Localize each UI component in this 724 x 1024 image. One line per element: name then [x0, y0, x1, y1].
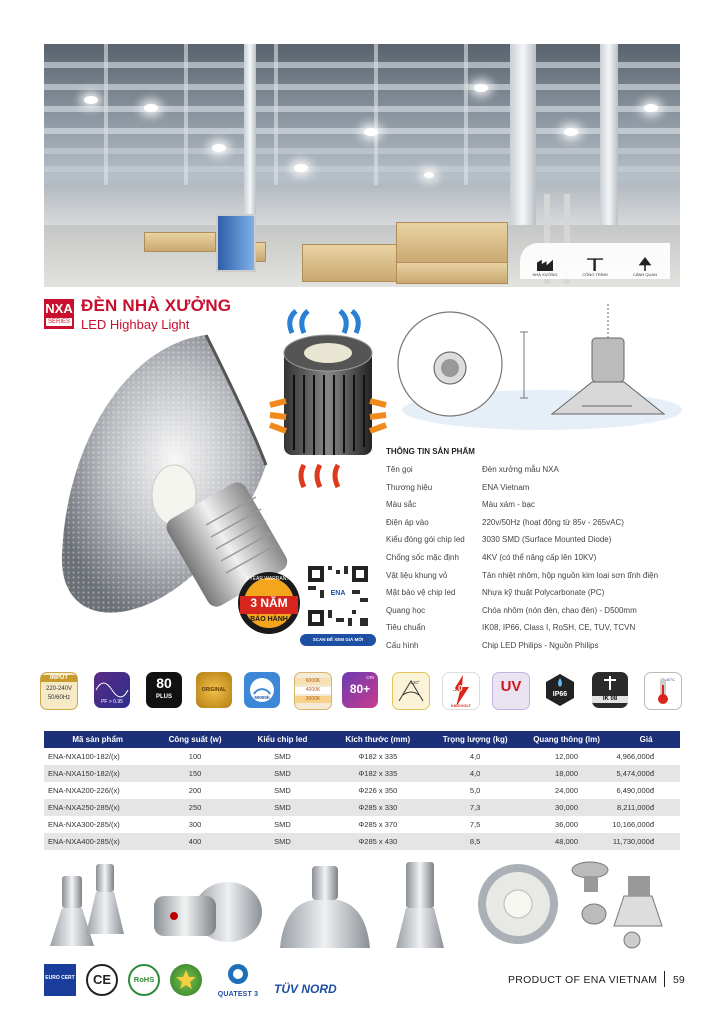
table-cell: 7,3 — [429, 799, 520, 816]
ce-logo: CE — [86, 964, 118, 996]
badge-factory: NHÀ XƯỞNG — [525, 257, 565, 277]
table-cell: 5,474,000đ — [612, 765, 680, 782]
temperature-icon: -40°C — [644, 672, 682, 710]
table-cell: SMD — [239, 799, 326, 816]
tree-icon — [637, 257, 653, 271]
table-cell: 48,000 — [521, 833, 612, 850]
crane-icon — [587, 257, 603, 271]
table-cell: 400 — [151, 833, 238, 850]
table-cell: 24,000 — [555, 786, 578, 795]
uv-icon: UV — [492, 672, 530, 710]
table-cell: SMD — [239, 765, 326, 782]
spec-value: ENA Vietnam — [482, 482, 530, 492]
table-row — [44, 816, 680, 833]
table-cell: 4,0 — [469, 752, 481, 761]
table-header-cell: Công suất (w) — [151, 731, 238, 748]
spec-label: Kiểu đóng gói chip led — [386, 535, 465, 545]
certifications — [44, 962, 354, 998]
warranty-seal: 3 YEAR WARRANTY 3 NĂM BẢO HÀNH — [236, 570, 302, 636]
table-header-cell: Quang thông (lm) — [521, 731, 612, 748]
table-row — [44, 765, 680, 782]
table-cell: 18,000 — [521, 765, 612, 782]
lifetime-icon: 50000h — [244, 672, 280, 708]
table-cell: 4,966,000đ — [616, 752, 654, 761]
table-header-cell: Trọng lượng (kg) — [429, 731, 520, 748]
star-icon — [170, 964, 202, 996]
table-cell: SMD — [274, 752, 291, 761]
ik08-icon: IK 08 — [592, 672, 628, 708]
table-cell: ENA-NXA400-285/(x) — [44, 833, 151, 850]
page-title: ĐÈN NHÀ XƯỞNG — [81, 296, 232, 315]
table-cell: Φ182 x 335 — [326, 765, 429, 782]
spec-value: Đèn xưởng mẫu NXA — [482, 465, 559, 474]
badge-construction: CÔNG TRÌNH — [575, 257, 615, 277]
input-voltage-icon: INPUT 220-240V 50/60Hz — [40, 672, 78, 710]
table-cell: 100 — [188, 752, 202, 761]
application-badges — [520, 243, 670, 279]
table-header-cell: Kiểu chip led — [239, 731, 326, 748]
spec-label: Thương hiệu — [386, 482, 433, 492]
spec-label: Cấu hình — [386, 641, 419, 650]
original-icon: ORIGINAL — [196, 672, 232, 708]
table-cell: 10,166,000đ — [612, 820, 654, 829]
table-cell: 200 — [188, 786, 202, 795]
footer-text: PRODUCT OF ENA VIETNAM — [508, 974, 658, 986]
table-cell: Φ285 x 430 — [326, 833, 429, 850]
table-cell: ENA-NXA300-285/(x) — [48, 820, 120, 829]
table-cell: 30,000 — [521, 799, 612, 816]
table-header-cell: Giá — [612, 731, 680, 748]
table-row — [44, 782, 680, 799]
table-cell: Φ285 x 370 — [358, 820, 398, 829]
rohs-logo: RoHS — [128, 964, 160, 996]
table-cell: ENA-NXA150-182/(x) — [44, 765, 151, 782]
tuv-nord-logo: TÜV NORD — [274, 982, 337, 996]
table-cell: ENA-NXA250-285/(x) — [44, 799, 151, 816]
table-header-row — [44, 731, 680, 748]
spec-label: Tên gọi — [386, 465, 413, 474]
spec-value: 220v/50Hz (hoạt động từ 85v - 265vAC) — [482, 517, 624, 527]
table-cell: SMD — [239, 833, 326, 850]
table-cell: Φ226 x 350 — [358, 786, 398, 795]
table-cell: 4,0 — [429, 765, 520, 782]
table-cell: 250 — [151, 799, 238, 816]
led-module-image — [268, 305, 388, 495]
specs-title: THÔNG TIN SẢN PHẨM — [386, 447, 475, 456]
table-row — [44, 833, 680, 850]
table-header-cell: Kích thước (mm) — [326, 731, 429, 748]
table-cell: 36,000 — [555, 820, 578, 829]
table-body — [44, 748, 680, 850]
spec-value: IK08, IP66, Class I, RoSH, CE, TUV, TCVN — [482, 623, 636, 633]
series-badge: NXA SERIES — [44, 299, 74, 329]
spec-label: Điện áp vào — [386, 517, 429, 527]
beam-angle-icon: 120° — [392, 672, 430, 710]
feature-icons — [40, 672, 680, 714]
table-cell: SMD — [274, 820, 291, 829]
page-number: 59 — [673, 974, 685, 986]
table-cell: SMD — [274, 786, 291, 795]
table-header-cell: Mã sản phẩm — [44, 731, 151, 748]
spec-label: Tiêu chuẩn — [386, 623, 426, 633]
spec-value: Chip LED Philips - Nguồn Philips — [482, 641, 599, 650]
table-cell: 12,000 — [555, 752, 578, 761]
product-variants-images — [44, 856, 684, 952]
spec-value: Màu xám - bạc — [482, 500, 535, 510]
table-cell: Φ182 x 335 — [358, 752, 398, 761]
spec-label: Quang học — [386, 605, 426, 615]
surge-protection-icon: 4.0 KILOVOLT — [442, 672, 480, 710]
table-cell: 11,730,000đ — [612, 833, 680, 850]
spec-value: Nhựa kỹ thuật Polycarbonate (PC) — [482, 588, 605, 598]
80-plus-icon: 80 PLUS — [146, 672, 182, 708]
eurocert-logo: EURO CERT — [44, 964, 76, 996]
spec-label: Chống sốc mặc định — [386, 553, 459, 562]
dimension-diagram — [392, 302, 682, 432]
factory-icon — [537, 257, 553, 271]
spec-value: 3030 SMD (Surface Mounted Diode) — [482, 535, 612, 545]
table-cell: 8,211,000đ — [612, 799, 680, 816]
table-cell: 5,0 — [469, 786, 481, 795]
product-table — [44, 731, 680, 850]
table-cell: 8,5 — [429, 833, 520, 850]
ip66-icon: IP66 — [542, 672, 578, 708]
footer-divider — [664, 971, 665, 987]
cri-icon: CRI 80+ — [342, 672, 378, 708]
page-subtitle: LED Highbay Light — [81, 317, 190, 332]
quatest-logo: QUATEST 3 — [212, 962, 264, 998]
hero-photo — [44, 44, 680, 287]
spec-value: Tản nhiệt nhôm, hộp nguồn kim loại sơn tĩnh điện — [482, 570, 659, 580]
table-cell: ENA-NXA200-226/(x) — [48, 786, 120, 795]
table-cell: 300 — [188, 820, 202, 829]
spec-label: Vật liệu khung vỏ — [386, 570, 448, 580]
table-cell: Φ285 x 330 — [326, 799, 429, 816]
table-row — [44, 748, 680, 765]
scan-button[interactable]: SCAN ĐỂ XEM GIÁ MỚI — [300, 634, 376, 646]
spec-value: Chóa nhôm (nón đèn, chao đèn) - D500mm — [482, 605, 637, 615]
badge-landscape: CẢNH QUAN — [625, 257, 665, 277]
quality-star-logo — [170, 964, 202, 996]
table-cell: 6,490,000đ — [616, 786, 654, 795]
spec-label: Mặt bảo vệ chip led — [386, 588, 456, 598]
power-factor-icon: PF > 0.95 — [94, 672, 130, 708]
qr-code[interactable]: ENA SCAN ĐỂ XEM GIÁ MỚI — [304, 562, 372, 650]
table-cell: 7,5 — [469, 820, 481, 829]
color-temperature-icon: 6000K 4000K 3000K — [294, 672, 332, 710]
quatest-mark-icon — [212, 962, 264, 986]
spec-label: Màu sắc — [386, 500, 417, 510]
table-cell: ENA-NXA100-182/(x) — [48, 752, 120, 761]
table-cell: 150 — [151, 765, 238, 782]
spec-value: 4KV (có thể nâng cấp lên 10KV) — [482, 553, 597, 562]
table-row — [44, 799, 680, 816]
